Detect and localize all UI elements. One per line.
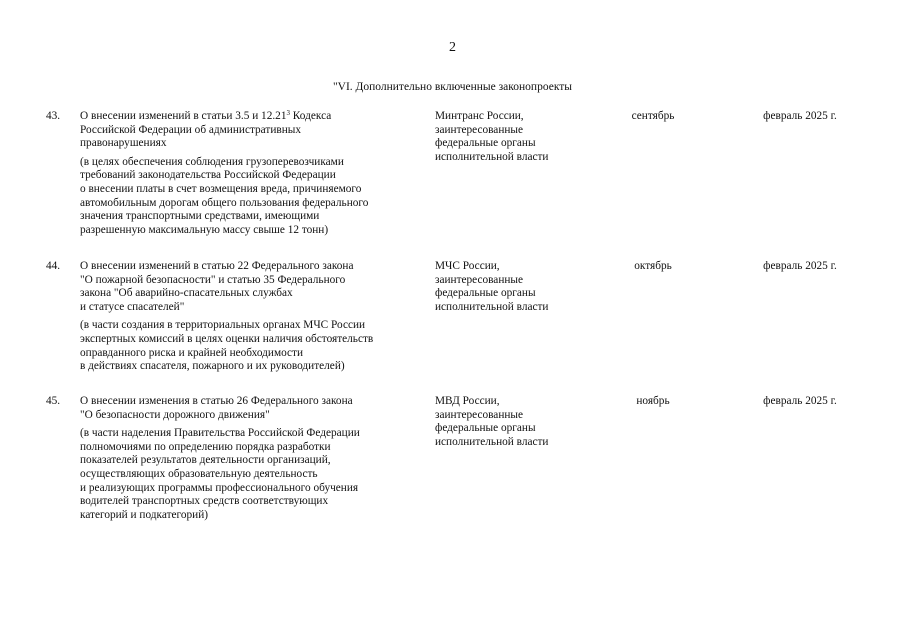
row-number: 43.	[46, 110, 61, 122]
bill-title-cell	[80, 395, 425, 522]
bill-title-line: Российской Федерации об административных	[80, 123, 302, 136]
row-number: 44.	[46, 260, 61, 272]
deadline: февраль 2025 г.	[763, 395, 837, 407]
bill-note-line: (в части наделения Правительства Российской Федерации	[80, 427, 360, 440]
bill-title-line: "О безопасности дорожного движения"	[80, 408, 270, 421]
bill-note-line: осуществляющих образовательную деятельность	[80, 467, 318, 480]
superscript: 3	[286, 109, 290, 117]
responsible-line: федеральные органы	[435, 287, 536, 300]
bill-note-line: значения транспортными средствами, имеющими	[80, 210, 320, 223]
responsible-line: заинтересованные	[435, 408, 524, 421]
bill-title-text: О внесении изменений в статьи 3.5 и 12.21	[80, 110, 287, 122]
bill-note-line: показателей результатов деятельности организаций,	[80, 454, 331, 467]
bill-title-cell	[80, 260, 425, 374]
responsible-line: МЧС России,	[435, 260, 500, 272]
bill-note	[80, 156, 425, 238]
responsible-line: заинтересованные	[435, 123, 524, 136]
responsible-cell	[435, 260, 605, 314]
bill-note-line: автомобильным дорогам общего пользования федерального	[80, 196, 369, 209]
responsible-line: исполнительной власти	[435, 435, 549, 448]
bill-title-line: и статусе спасателей"	[80, 300, 185, 313]
page-number: 2	[449, 40, 456, 55]
responsible-line: заинтересованные	[435, 273, 524, 286]
bill-note-line: водителей транспортных средств соответствующих	[80, 495, 329, 508]
bill-note	[80, 319, 425, 373]
bill-note-line: полномочиями по определению порядка разработки	[80, 440, 331, 453]
bill-note-line: экспертных комиссий в целях оценки наличия обстоятельств	[80, 332, 374, 345]
submission-month: сентябрь	[631, 110, 675, 122]
bill-note-line: (в части создания в территориальных органах МЧС России	[80, 319, 366, 332]
responsible-cell	[435, 110, 605, 164]
bill-note-line: и реализующих программы профессионального обучения	[80, 481, 359, 494]
bill-title-line: О внесении изменений в статью 22 Федерального закона	[80, 260, 354, 272]
responsible-line: исполнительной власти	[435, 150, 549, 163]
submission-month: октябрь	[634, 260, 672, 272]
bill-note-line: оправданного риска и крайней необходимости	[80, 346, 304, 359]
deadline: февраль 2025 г.	[763, 260, 837, 272]
responsible-line: федеральные органы	[435, 422, 536, 435]
bill-note-line: (в целях обеспечения соблюдения грузоперевозчиками	[80, 155, 344, 168]
bill-title-line: закона "Об аварийно-спасательных службах	[80, 287, 293, 300]
bill-note-line: требований законодательства Российской Федерации	[80, 169, 336, 182]
responsible-line: исполнительной власти	[435, 300, 549, 313]
bill-note-line: в действиях спасателя, пожарного и их руководителей)	[80, 360, 345, 373]
bill-title	[80, 395, 425, 422]
bill-note	[80, 427, 425, 522]
bill-note-line: о внесении платы в счет возмещения вреда, причиняемого	[80, 182, 362, 195]
responsible-line: Минтранс России,	[435, 110, 524, 122]
bill-title-text: Кодекса	[289, 110, 332, 122]
deadline: февраль 2025 г.	[763, 110, 837, 122]
responsible-line: федеральные органы	[435, 137, 536, 150]
bill-note-line: категорий и подкатегорий)	[80, 508, 209, 521]
bill-title-line: О внесении изменения в статью 26 Федерального закона	[80, 395, 353, 407]
responsible-cell	[435, 395, 605, 449]
bill-title-line	[80, 110, 425, 124]
bill-title-line: "О пожарной безопасности" и статью 35 Федерального	[80, 273, 346, 286]
row-number: 45.	[46, 395, 61, 407]
bill-title-cell	[80, 110, 425, 237]
bill-title-line: правонарушениях	[80, 137, 167, 150]
submission-month: ноябрь	[636, 395, 670, 407]
bill-title	[80, 260, 425, 314]
bill-title	[80, 110, 425, 151]
responsible-line: МВД России,	[435, 395, 500, 407]
section-title: "VI. Дополнительно включенные законопроекты	[332, 81, 573, 93]
bill-note-line: разрешенную максимальную массу свыше 12 тонн)	[80, 223, 329, 236]
